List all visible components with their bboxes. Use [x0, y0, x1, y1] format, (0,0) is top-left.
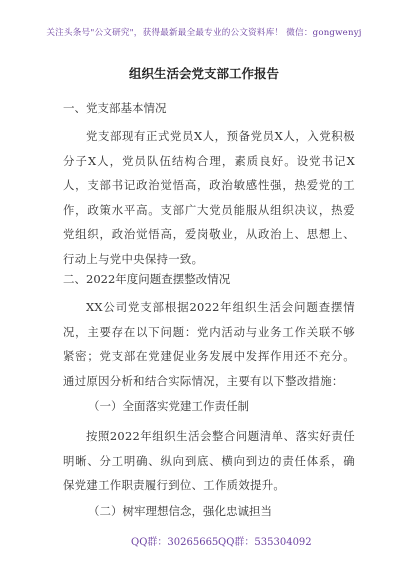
- qq-group-left: QQ群：30265665: [131, 537, 219, 548]
- paragraph-problems: XX公司党支部根据2022年组织生活会问题查摆情况，主要存在以下问题：党内活动与业务工作关联不够紧密；党支部在党建促业务发展中发挥作用还不充分。通过原因分析和结合实际情况，主要有以下整改措施：: [63, 300, 355, 388]
- header-banner: 关注头条号"公文研究"，获得最新最全最专业的公文资料库！ 微信：gongwenyj: [46, 28, 362, 38]
- paragraph-responsibility: 按照2022年组织生活会整合问题清单、落实好责任明晰、分工明确、纵向到底、横向到边的责任体系，确保党建工作职责履行到位、工作质效提升。: [63, 429, 355, 492]
- document-title: 组织生活会党支部工作报告: [128, 66, 279, 81]
- section-heading-basic-info: 一、党支部基本情况: [63, 101, 167, 115]
- subsection-heading-ideals: （二）树牢理想信念，强化忠诚担当: [88, 504, 272, 518]
- section-heading-problems: 二、2022年度问题查摆整改情况: [63, 272, 231, 286]
- qq-group-right: QQ群：535304092: [218, 537, 312, 548]
- subsection-heading-responsibility: （一）全面落实党建工作责任制: [88, 399, 249, 413]
- paragraph-basic-info: 党支部现有正式党员X人，预备党员X人，入党积极分子X人，党员队伍结构合理，素质良好。设党书记X人，支部书记政治觉悟高，政治敏感性强，热爱党的工作，政策水平高。支部广大党员能服从组织决议，热爱党组织，政治觉悟高，爱岗敬业，从政治上、思想上、行动上与党中央保持一致。: [63, 129, 355, 266]
